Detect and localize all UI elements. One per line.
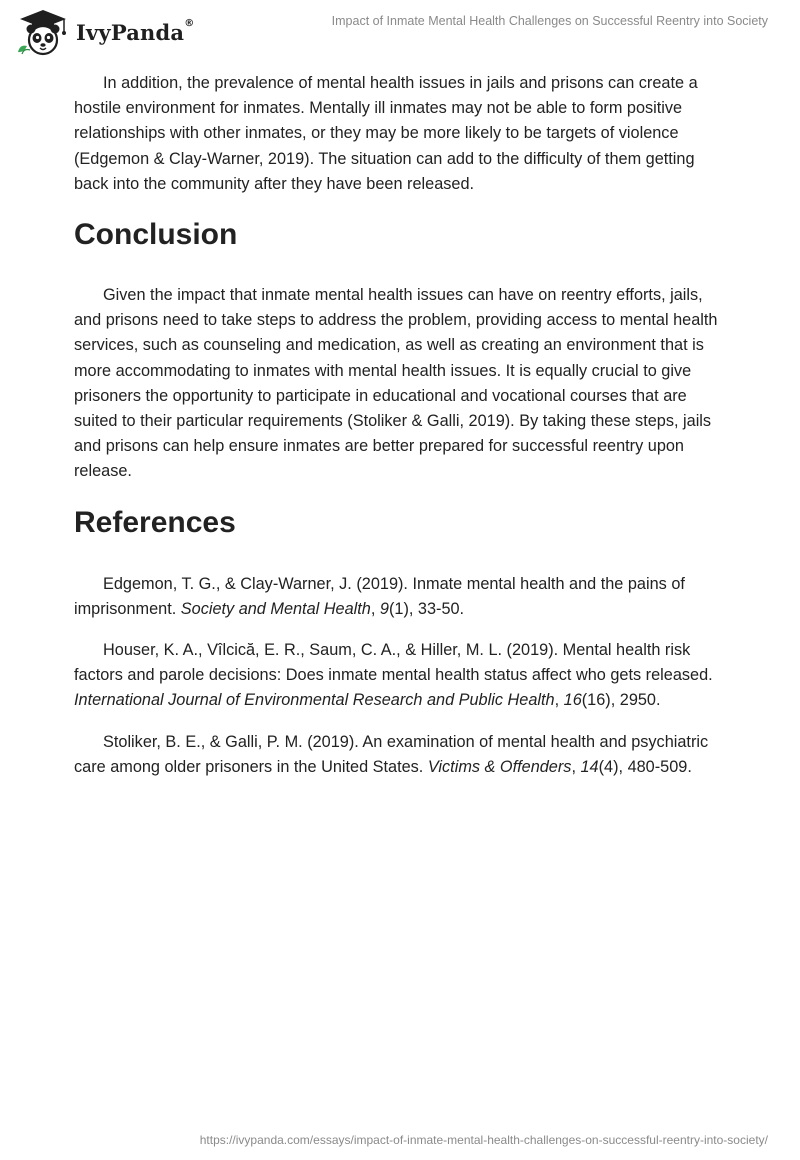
source-url[interactable]: https://ivypanda.com/essays/impact-of-inmate-mental-health-challenges-on-successful-reentry-into-society/ (199, 1133, 768, 1147)
journal-title: Society and Mental Health (180, 599, 371, 618)
journal-title: Victims & Offenders (427, 757, 572, 776)
conclusion-heading: Conclusion (74, 218, 238, 252)
reference-entry: Stoliker, B. E., & Galli, P. M. (2019). An examination of mental health and psychiatric care among older prisoners in the United States. Victims & Offenders, 14(4), 480-509. (74, 732, 709, 776)
reference-entry: Houser, K. A., Vîlcică, E. R., Saum, C. A., & Hiller, M. L. (2019). Mental health risk factors and parole decisions: Does inmate mental health status affect who gets released. International Journal of Environmental Research and Public Health, 16(16), 2950. (74, 641, 713, 710)
running-title: Impact of Inmate Mental Health Challenges on Successful Reentry into Society (331, 14, 768, 28)
journal-volume: 14 (580, 757, 599, 776)
ivypanda-logo[interactable] (14, 8, 194, 56)
panda-graduate-icon (14, 8, 72, 56)
body-paragraph: In addition, the prevalence of mental health issues in jails and prisons can create a hostile environment for inmates. Mentally ill inmates may not be able to form positive relationships with other inmates, or they may be more likely to be targets of violence (Edgemon & Clay-Warner, 2019). The situation can add to the difficulty of them getting back into the community after they have been released. (74, 74, 698, 193)
references-heading: References (74, 505, 236, 539)
journal-volume: 9 (379, 599, 389, 618)
reference-entry: Edgemon, T. G., & Clay-Warner, J. (2019). Inmate mental health and the pains of imprisonment. Society and Mental Health, 9(1), 33-50. (74, 574, 685, 618)
registered-mark: ® (184, 17, 195, 29)
document-body (74, 70, 722, 780)
logo-wordmark: IvyPanda® (76, 17, 195, 45)
journal-volume: 16 (563, 691, 582, 710)
page-header (0, 0, 800, 60)
conclusion-paragraph: Given the impact that inmate mental health issues can have on reentry efforts, jails, and prisons need to take steps to address the problem, providing access to mental health services, such as counseling and medication, as well as creating an environment that is more accommodating to inmates with mental health issues. It is equally crucial to give prisoners the opportunity to participate in educational and vocational courses that are suited to their particular requirements (Stoliker & Galli, 2019). By taking these steps, jails and prisons can help ensure inmates are better prepared for successful reentry upon release. (74, 286, 718, 481)
journal-title: International Journal of Environmental Research and Public Health (74, 691, 555, 710)
